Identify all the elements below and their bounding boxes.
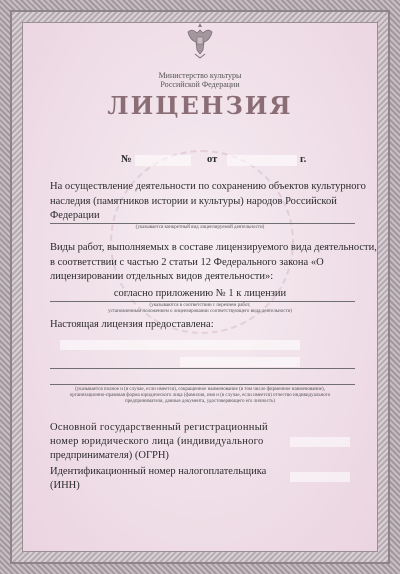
granted-caption2: организационно-правовая форма юридического лица (фамилия, имя и (в случае, если имеется) отчество индивидуального xyxy=(69,393,331,398)
activity-underline xyxy=(50,223,355,224)
ministry-name-line1: Министерство культуры xyxy=(158,71,242,80)
works-line4: согласно приложению № 1 к лицензии xyxy=(113,288,287,299)
granted-caption3: предпринимателя, данные документа, удостоверяющего его личность) xyxy=(124,399,276,404)
works-caption2: установленным положением о лицензировании соответствующего вида деятельности) xyxy=(107,309,293,314)
activity-caption: (указывается конкретный вид лицензируемой деятельности) xyxy=(135,225,265,230)
ogrn-line1: Основной государственный регистрационный xyxy=(50,422,268,433)
number-field xyxy=(135,155,191,166)
granted-underline-2 xyxy=(50,384,355,385)
year-suffix: г. xyxy=(300,154,307,165)
works-caption1: (указываются в соответствии с перечнем работ, xyxy=(149,303,251,308)
ogrn-line3: предпринимателя) (ОГРН) xyxy=(50,450,169,461)
works-line3: лицензировании отдельных видов деятельности»: xyxy=(50,271,274,282)
works-line1: Виды работ, выполняемых в составе лицензируемого вида деятельности, xyxy=(50,242,377,253)
document-title: ЛИЦЕНЗИЯ xyxy=(107,91,293,120)
works-underline xyxy=(50,301,355,302)
inn-value-field xyxy=(290,472,350,482)
inn-line2: (ИНН) xyxy=(50,480,80,491)
activity-line2: наследия (памятников истории и культуры) народов Российской xyxy=(50,196,337,207)
inn-line1: Идентификационный номер налогоплательщика xyxy=(50,466,267,477)
activity-line3: Федерации xyxy=(50,210,100,221)
date-from-label: от xyxy=(207,154,218,165)
granted-caption1: (указывается полное и (в случае, если имеется), сокращенное наименование (в том числе фирменное наименование), xyxy=(75,387,325,392)
granted-label: Настоящая лицензия предоставлена: xyxy=(50,319,214,330)
ministry-name-line2: Российской Федерации xyxy=(160,80,240,89)
ogrn-value-field xyxy=(290,437,350,447)
granted-underline xyxy=(50,368,355,369)
activity-line1: На осуществление деятельности по сохранению объектов культурного xyxy=(50,181,366,192)
licensee-name-field-2 xyxy=(180,357,300,367)
ogrn-line2: номер юридического лица (индивидуального xyxy=(50,436,264,447)
licensee-name-field xyxy=(60,340,300,350)
number-label: № xyxy=(121,154,132,165)
works-line2: в соответствии с частью 2 статьи 12 Федерального закона «О xyxy=(50,257,324,268)
double-headed-eagle-emblem xyxy=(184,20,216,60)
date-field xyxy=(227,155,297,166)
